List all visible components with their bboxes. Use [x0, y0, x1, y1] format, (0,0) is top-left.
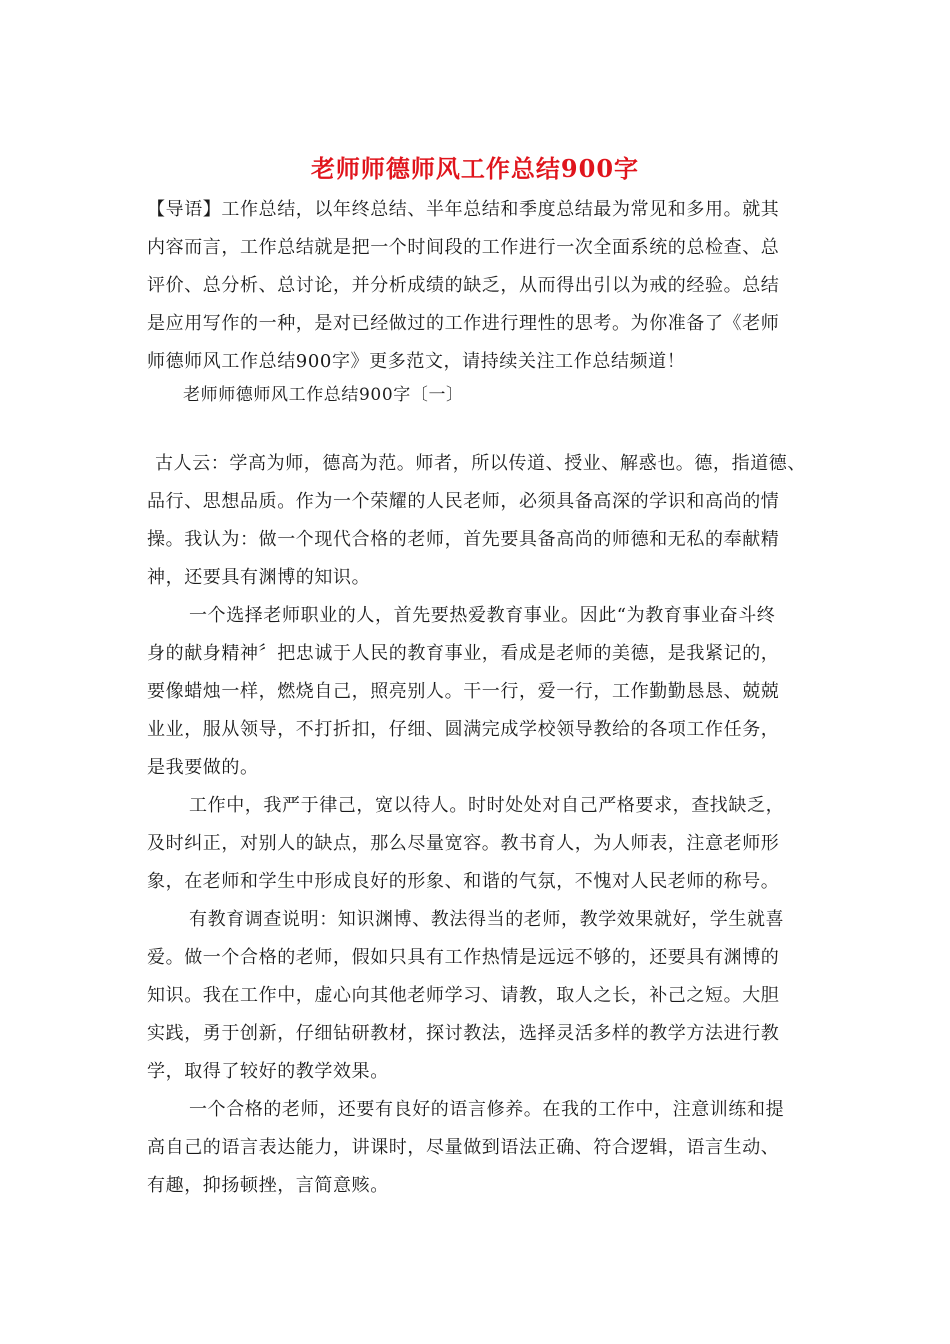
body-line: 身的献身精神〞把忠诚于人民的教育事业，看成是老师的美德，是我紧记的， — [147, 643, 780, 664]
body-line: 爱。做一个合格的老师，假如只具有工作热情是远远不够的，还要具有渊博的 — [147, 947, 780, 968]
section-heading: 老师师德师风工作总结900字〔一〕 — [183, 385, 464, 405]
body-line: 知识。我在工作中，虚心向其他老师学习、请教，取人之长，补己之短。大胆 — [147, 985, 780, 1006]
body-line: 工作中，我严于律己，宽以待人。时时处处对自己严格要求，查找缺乏， — [189, 795, 785, 816]
body-line: 业业，服从领导，不打折扣，仔细、圆满完成学校领导教给的各项工作任务， — [147, 719, 780, 740]
body-line: 实践，勇于创新，仔细钻研教材，探讨教法，选择灵活多样的教学方法进行教 — [147, 1023, 780, 1044]
body-line: 品行、思想品质。作为一个荣耀的人民老师，必须具备高深的学识和高尚的情 — [147, 491, 780, 512]
body-line: 学，取得了较好的教学效果。 — [147, 1061, 389, 1082]
body-line: 要像蜡烛一样，燃烧自己，照亮别人。干一行，爱一行，工作勤勤恳恳、兢兢 — [147, 681, 780, 702]
intro-line: 是应用写作的一种，是对已经做过的工作进行理性的思考。为你准备了《老师 — [147, 313, 780, 334]
body-line: 高自己的语言表达能力，讲课时，尽量做到语法正确、符合逻辑，语言生动、 — [147, 1137, 780, 1158]
body-line: 古人云：学高为师，德高为范。师者，所以传道、授业、解惑也。德，指道德、 — [155, 453, 806, 474]
intro-line: 内容而言，工作总结就是把一个时间段的工作进行一次全面系统的总检查、总 — [147, 237, 780, 258]
body-line: 有教育调查说明：知识渊博、教法得当的老师，教学效果就好，学生就喜 — [189, 909, 785, 930]
body-line: 有趣，抑扬顿挫，言简意赅。 — [147, 1175, 389, 1196]
body-line: 及时纠正，对别人的缺点，那么尽量宽容。教书育人，为人师表，注意老师形 — [147, 833, 780, 854]
intro-line: 评价、总分析、总讨论，并分析成绩的缺乏，从而得出引以为戒的经验。总结 — [147, 275, 780, 296]
body-line: 操。我认为：做一个现代合格的老师，首先要具备高尚的师德和无私的奉献精 — [147, 529, 780, 550]
body-line: 一个选择老师职业的人，首先要热爱教育事业。因此“为教育事业奋斗终 — [189, 605, 776, 626]
document-title: 老师师德师风工作总结900字 — [310, 154, 640, 183]
body-line: 象，在老师和学生中形成良好的形象、和谐的气氛，不愧对人民老师的称号。 — [147, 871, 780, 892]
intro-line: 师德师风工作总结900字》更多范文，请持续关注工作总结频道！ — [147, 351, 686, 372]
intro-line: 【导语】工作总结，以年终总结、半年总结和季度总结最为常见和多用。就其 — [147, 199, 780, 220]
body-line: 是我要做的。 — [147, 757, 259, 778]
body-line: 神，还要具有渊博的知识。 — [147, 567, 371, 588]
body-line: 一个合格的老师，还要有良好的语言修养。在我的工作中，注意训练和提 — [189, 1099, 785, 1120]
